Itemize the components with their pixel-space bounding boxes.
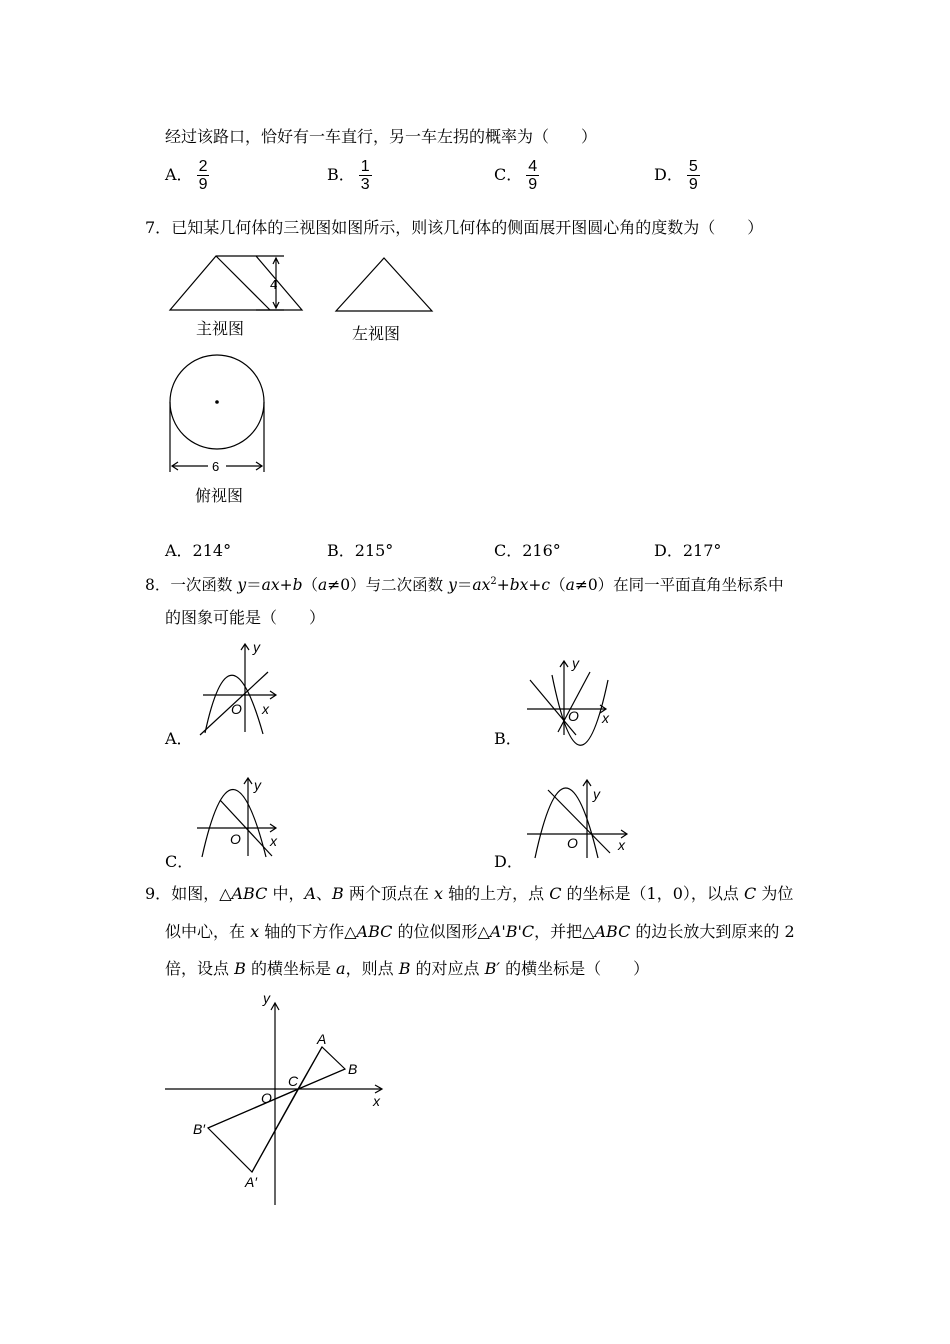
numerator: 2 — [198, 158, 208, 175]
label-a-prime: A′ — [245, 1174, 257, 1190]
t: 2 — [490, 576, 497, 587]
q8-option-a[interactable]: A． — [165, 729, 193, 748]
label-c: C — [288, 1073, 299, 1089]
front-view-label: 主视图 — [196, 321, 245, 338]
t: x — [433, 884, 444, 903]
t: 轴的下方作△ — [259, 922, 357, 941]
option-label: A． — [165, 165, 193, 184]
option-label: C． — [494, 165, 523, 184]
graph-a-x-label: x — [262, 701, 269, 717]
denominator: 9 — [198, 176, 208, 193]
t: + — [528, 576, 542, 595]
t: 的横坐标是（ ） — [500, 959, 650, 978]
question-number: 8． — [145, 576, 171, 595]
t: A — [304, 884, 317, 903]
t: 轴的上方，点 — [443, 884, 550, 903]
q8-option-c[interactable]: C． — [165, 852, 194, 871]
line-a-a1 — [252, 1047, 322, 1172]
t: （ — [302, 576, 319, 595]
graph-d-y-label: y — [593, 786, 600, 802]
t: 的对应点 — [410, 959, 485, 978]
t: + — [279, 576, 293, 595]
coordinate-axes — [165, 1003, 382, 1205]
t: B — [398, 959, 411, 978]
t: ＝ — [246, 576, 262, 595]
label-y: y — [263, 990, 270, 1006]
graph-b-origin: O — [568, 708, 579, 724]
t: ，并把△ — [534, 922, 595, 941]
t: A'B'C — [489, 922, 535, 941]
t: a — [318, 576, 328, 595]
q7-option-a[interactable]: A．214° — [165, 541, 232, 560]
t: 一次函数 — [170, 576, 238, 595]
numerator: 5 — [688, 158, 698, 175]
numerator: 1 — [360, 158, 370, 175]
t: （ — [550, 576, 566, 595]
q7-option-c[interactable]: C．216° — [494, 541, 561, 560]
t: C — [744, 884, 757, 903]
t: B — [332, 884, 344, 903]
t: 的位似图形△ — [392, 922, 490, 941]
numerator: 4 — [528, 158, 538, 175]
option-label: B． — [327, 165, 355, 184]
t: a — [565, 576, 575, 595]
q8-option-b[interactable]: B． — [494, 729, 522, 748]
height-dimension: 4 — [270, 277, 278, 292]
t: x — [250, 922, 260, 941]
t: 如图，△ — [171, 884, 232, 903]
t: ，则点 — [345, 959, 399, 978]
graph-a-y-label: y — [253, 639, 260, 655]
t: B′ — [484, 959, 501, 978]
width-dimension: 6 — [212, 459, 220, 474]
t: b — [292, 576, 303, 595]
t: bx — [509, 576, 529, 595]
label-o: O — [261, 1090, 272, 1106]
top-view-label: 俯视图 — [195, 488, 244, 505]
label-b-prime: B′ — [193, 1121, 205, 1137]
q7-option-d[interactable]: D．217° — [654, 541, 722, 560]
q6-stem-continuation: 经过该路口，恰好有一车直行，另一车左拐的概率为（ ） — [165, 127, 598, 146]
t: c — [541, 576, 551, 595]
question-text: 已知某几何体的三视图如图所示，则该几何体的侧面展开图圆心角的度数为（ ） — [171, 218, 764, 237]
graph-c-origin: O — [230, 831, 241, 847]
graph-c-x-label: x — [270, 833, 277, 849]
label-b: B — [348, 1061, 358, 1077]
t: 中， — [267, 884, 305, 903]
t: 、 — [316, 884, 333, 903]
t: 两个顶点在 — [343, 884, 434, 903]
graph-a-origin: O — [231, 701, 242, 717]
t: 的横坐标是 — [245, 959, 337, 978]
question-number: 7． — [145, 218, 172, 237]
line-b-b1 — [208, 1069, 345, 1128]
denominator: 3 — [360, 176, 370, 193]
q8-option-d[interactable]: D． — [494, 852, 523, 871]
label-a: A — [317, 1031, 327, 1047]
question-number: 9． — [145, 884, 172, 903]
label-x: x — [373, 1093, 380, 1109]
triangle-abc — [298, 1047, 345, 1089]
t: 为位 — [756, 884, 794, 903]
t: ≠0）与二次函数 — [327, 576, 449, 595]
t: + — [496, 576, 510, 595]
graph-d-x-label: x — [618, 837, 625, 853]
t: ABC — [594, 922, 631, 941]
q8-stem-line2: 的图象可能是（ ） — [165, 608, 326, 627]
graph-c-y-label: y — [254, 777, 261, 793]
denominator: 9 — [528, 176, 538, 193]
t: ≠0）在同一平面直角坐标系中 — [574, 576, 784, 595]
denominator: 9 — [688, 176, 698, 193]
q7-option-b[interactable]: B．215° — [327, 541, 394, 560]
triangle-a1b1c — [208, 1089, 298, 1172]
t: ax — [472, 576, 491, 595]
t: 的坐标是（1，0），以点 — [561, 884, 744, 903]
graph-b-y-label: y — [572, 655, 579, 671]
t: 似中心，在 — [165, 922, 251, 941]
t: ABC — [231, 884, 268, 903]
graph-d-origin: O — [567, 835, 578, 851]
t: y — [237, 576, 247, 595]
t: y — [448, 576, 457, 595]
t: 倍，设点 — [165, 959, 235, 978]
t: ABC — [356, 922, 393, 941]
t: a — [336, 959, 346, 978]
t: C — [549, 884, 562, 903]
left-view-label: 左视图 — [352, 326, 401, 343]
t: ax — [261, 576, 280, 595]
t: B — [234, 959, 246, 978]
t: ＝ — [456, 576, 473, 595]
graph-b-x-label: x — [602, 710, 609, 726]
t: 的边长放大到原来的 2 — [630, 922, 795, 941]
option-label: D． — [654, 165, 683, 184]
